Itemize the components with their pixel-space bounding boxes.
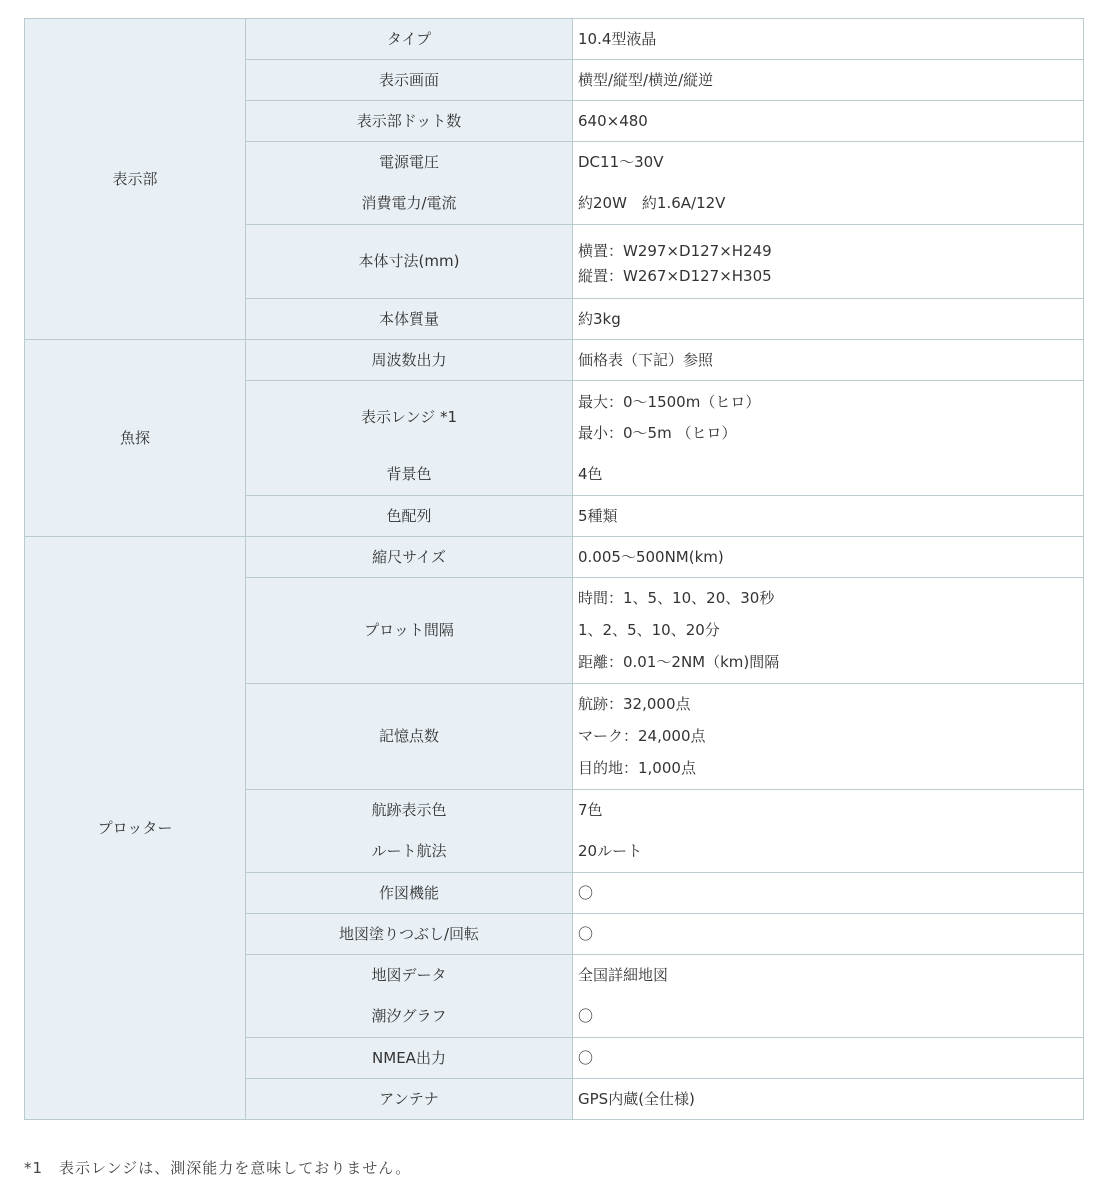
spec-value: 7色: [578, 801, 603, 819]
spec-label: 作図機能: [246, 873, 573, 914]
spec-value: 約3kg: [573, 299, 1084, 340]
spec-label: 色配列: [246, 496, 573, 537]
table-row: [25, 19, 1084, 60]
spec-value: 全国詳細地図: [578, 966, 669, 984]
spec-label: プロット間隔: [246, 578, 573, 684]
value-line: 1、2、5、10、20分: [578, 621, 720, 639]
spec-label: 表示部ドット数: [246, 101, 573, 142]
spec-label: 本体質量: [246, 299, 573, 340]
spec-label: 本体寸法(mm): [246, 225, 573, 299]
spec-label: タイプ: [246, 19, 573, 60]
spec-value: 640×480: [573, 101, 1084, 142]
spec-label: 潮汐グラフ: [371, 1007, 447, 1025]
spec-value: 〇: [573, 914, 1084, 955]
value-line: 縦置：W267×D127×H305: [578, 266, 772, 285]
spec-label: 地図塗りつぶし/回転: [246, 914, 573, 955]
spec-label-group: [246, 142, 573, 225]
spec-table: [24, 18, 1084, 1120]
value-line: マーク：24,000点: [578, 727, 706, 745]
spec-value: 価格表（下記）参照: [573, 340, 1084, 381]
spec-value: [573, 684, 1084, 790]
spec-value-group: [573, 790, 1084, 873]
spec-label: ルート航法: [371, 842, 447, 860]
spec-value: 約20W 約1.6A/12V: [578, 194, 726, 212]
value-line: 距離：0.01～2NM（km)間隔: [578, 653, 780, 671]
footnote: *1 表示レンジは、測深能力を意味しておりません。: [24, 1159, 412, 1177]
value-line: 時間：1、5、10、20、30秒: [578, 589, 775, 607]
spec-label-group: [246, 381, 573, 496]
spec-label: 周波数出力: [246, 340, 573, 381]
spec-label: 背景色: [386, 465, 432, 483]
spec-label-group: [246, 955, 573, 1038]
spec-value: 0.005～500NM(km): [573, 537, 1084, 578]
spec-label: 消費電力/電流: [361, 194, 457, 212]
spec-value: 5種類: [573, 496, 1084, 537]
spec-label: 表示レンジ *1: [360, 408, 458, 426]
spec-label: NMEA出力: [246, 1038, 573, 1079]
spec-value: 〇: [578, 1007, 594, 1025]
spec-value: 横型/縦型/横逆/縦逆: [573, 60, 1084, 101]
spec-label: 電源電圧: [378, 153, 439, 171]
value-line: 最大：0～1500m（ヒロ）: [578, 392, 761, 411]
spec-label: 地図データ: [371, 966, 447, 984]
value-line: 航跡：32,000点: [578, 695, 691, 713]
category-fishfinder: 魚探: [25, 340, 246, 537]
spec-label: 航跡表示色: [371, 801, 447, 819]
spec-value: [573, 225, 1084, 299]
spec-value: 20ルート: [578, 842, 643, 860]
table-row: [25, 537, 1084, 578]
spec-label-group: [246, 790, 573, 873]
spec-value: DC11～30V: [578, 153, 664, 171]
spec-value-group: [573, 381, 1084, 496]
value-line: 横置：W297×D127×H249: [578, 241, 772, 260]
spec-value: [573, 578, 1084, 684]
spec-value: 〇: [573, 1038, 1084, 1079]
category-display: 表示部: [25, 19, 246, 340]
spec-label: 表示画面: [246, 60, 573, 101]
table-row: [25, 340, 1084, 381]
spec-label: アンテナ: [246, 1079, 573, 1120]
spec-label: 縮尺サイズ: [246, 537, 573, 578]
spec-label: 記憶点数: [246, 684, 573, 790]
spec-value: 〇: [573, 873, 1084, 914]
value-line: 最小：0～5m （ヒロ）: [578, 423, 737, 442]
spec-value-group: [573, 955, 1084, 1038]
spec-value: 10.4型液晶: [573, 19, 1084, 60]
spec-value: GPS内蔵(全仕様): [573, 1079, 1084, 1120]
category-plotter: プロッター: [25, 537, 246, 1120]
spec-value: [578, 381, 1083, 454]
spec-value-group: [573, 142, 1084, 225]
value-line: 目的地：1,000点: [578, 759, 696, 777]
spec-value: 4色: [578, 465, 603, 483]
